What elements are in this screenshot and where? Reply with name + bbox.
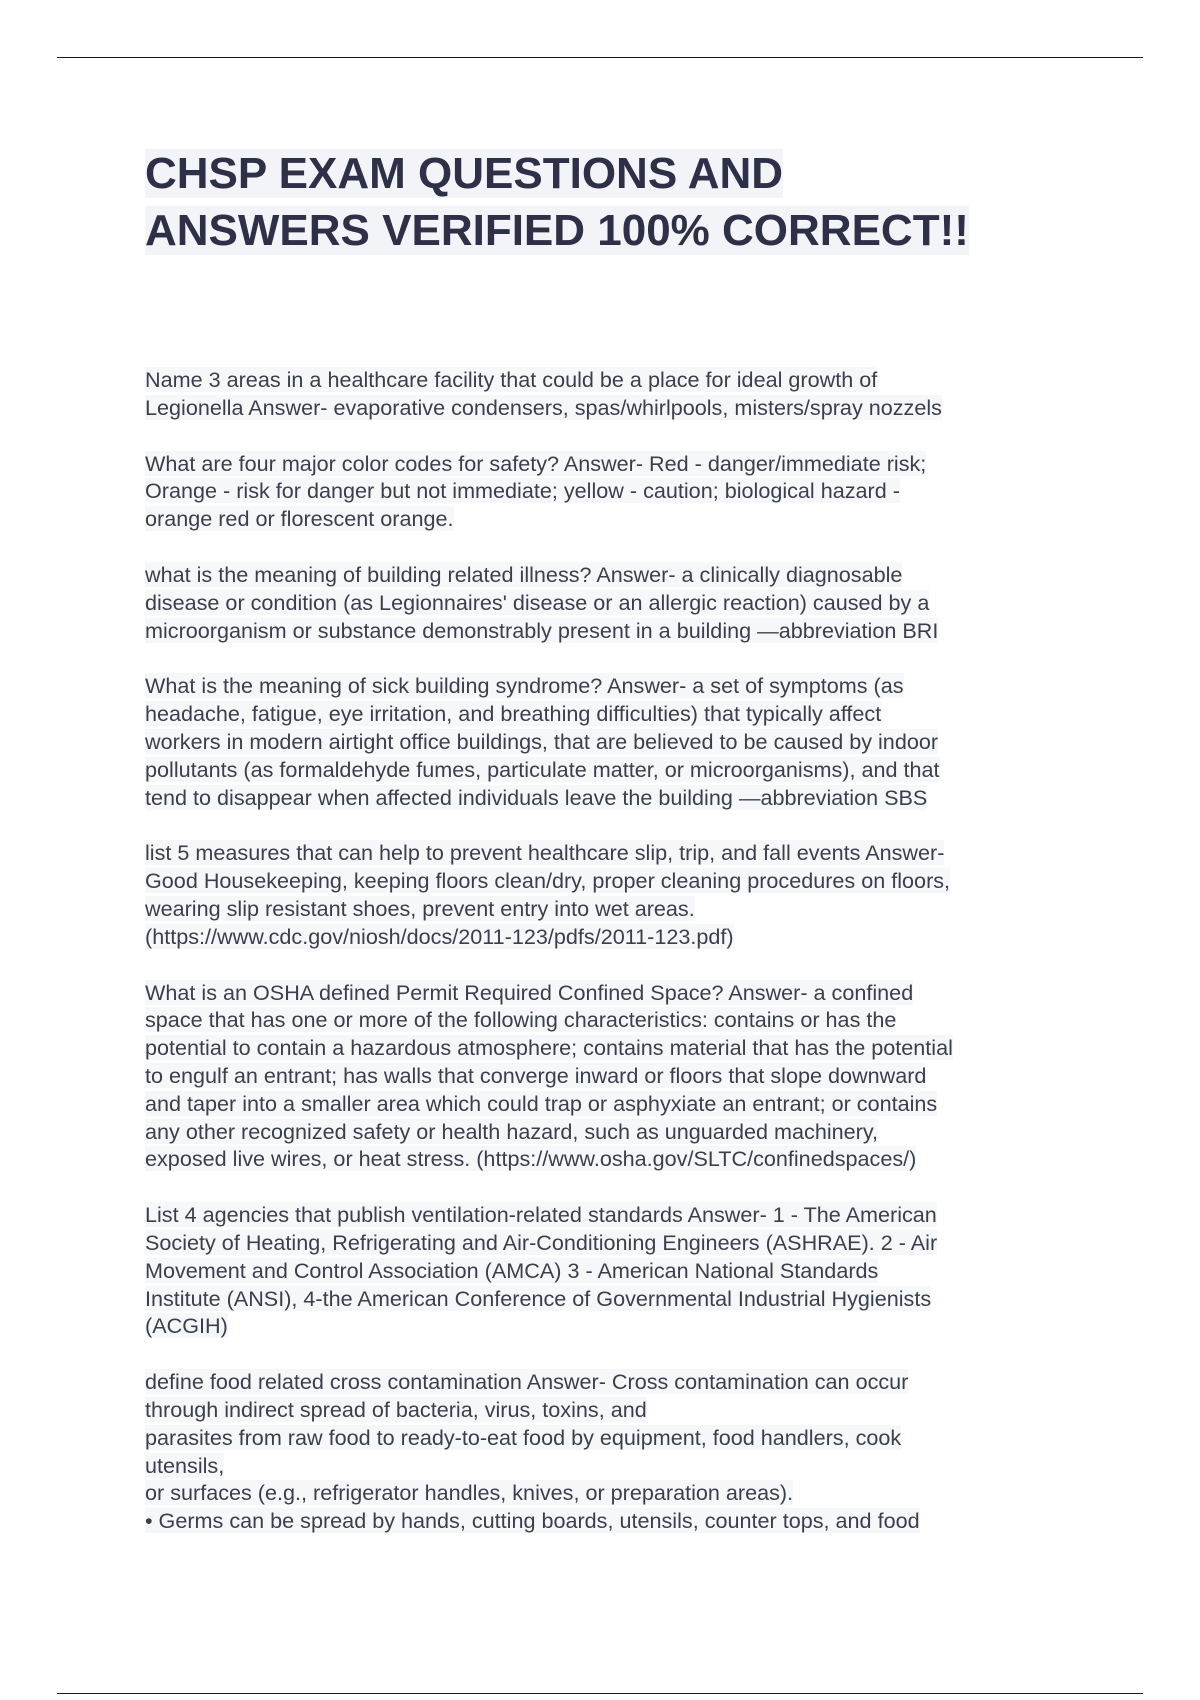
qa-text: what is the meaning of building related illness? Answer- a clinically diagnosable disease or condition (as Legionnaires' disease or an allergic reaction) caused by a microorganism or substance demonstrably present in a building —abbreviation BRI <box>145 561 939 643</box>
line-text: • Germs can be spread by hands, cutting boards, utensils, counter tops, and food <box>145 1508 920 1534</box>
bottom-rule <box>57 1693 1143 1694</box>
qa-item-color-codes <box>145 450 1060 533</box>
text-line <box>145 1452 1060 1480</box>
qa-text: What is an OSHA defined Permit Required Confined Space? Answer- a confined space that has one or more of the following characteristics: contains or has the potential to contain a hazardous atmosphere; contains material that has the potential to engulf an entrant; has walls that converge inward or floors that slope downward and taper into a smaller area which could trap or asphyxiate an entrant; or contains any other recognized safety or health hazard, such as unguarded machinery, exposed live wires, or heat stress. (https://www.osha.gov/SLTC/confinedspaces/) <box>145 979 953 1172</box>
text-line <box>145 1507 1060 1535</box>
qa-item-ventilation-agencies <box>145 1201 1060 1340</box>
text-line <box>145 1368 1060 1396</box>
line-text: parasites from raw food to ready-to-eat food by equipment, food handlers, cook <box>145 1424 902 1450</box>
text-line <box>145 1424 1060 1452</box>
qa-text: Name 3 areas in a healthcare facility that could be a place for ideal growth of Legionella Answer- evaporative condensers, spas/whirlpools, misters/spray nozzels <box>145 367 942 420</box>
qa-item-confined-space <box>145 979 1060 1174</box>
text-line <box>145 1396 1060 1424</box>
line-text: through indirect spread of bacteria, virus, toxins, and <box>145 1396 647 1422</box>
top-rule <box>57 57 1143 58</box>
qa-text: list 5 measures that can help to prevent healthcare slip, trip, and fall events Answer- Good Housekeeping, keeping floors clean/dry, proper cleaning procedures on floors, wearing slip resistant shoes, prevent entry into wet areas. (https://www.cdc.gov/niosh/docs/2011-123/pdfs/2011-123.pdf) <box>145 840 951 949</box>
qa-list <box>145 366 1060 1535</box>
title-line-1: CHSP EXAM QUESTIONS AND <box>145 149 784 198</box>
qa-item-cross-contamination <box>145 1368 1060 1535</box>
qa-text: List 4 agencies that publish ventilation-related standards Answer- 1 - The American Society of Heating, Refrigerating and Air-Conditioning Engineers (ASHRAE). 2 - Air Movement and Control Association (AMCA) 3 - American National Standards Institute (ANSI), 4-the American Conference of Governmental Industrial Hygienists (ACGIH) <box>145 1202 938 1339</box>
qa-item-sick-building-syndrome <box>145 672 1060 811</box>
qa-item-slip-trip-fall <box>145 839 1060 950</box>
title-line-2: ANSWERS VERIFIED 100% CORRECT!! <box>145 206 969 255</box>
qa-text: What are four major color codes for safety? Answer- Red - danger/immediate risk; Orange - risk for danger but not immediate; yellow - caution; biological hazard - orange red or florescent orange. <box>145 450 927 532</box>
text-line <box>145 1479 1060 1507</box>
line-text: define food related cross contamination Answer- Cross contamination can occur <box>145 1369 909 1395</box>
qa-item-building-related-illness <box>145 561 1060 644</box>
document-title <box>145 145 1055 259</box>
title-block <box>145 145 1055 259</box>
qa-text: What is the meaning of sick building syndrome? Answer- a set of symptoms (as headache, fatigue, eye irritation, and breathing difficulties) that typically affect workers in modern airtight office buildings, that are believed to be caused by indoor pollutants (as formaldehyde fumes, particulate matter, or microorganisms), and that tend to disappear when affected individuals leave the building —abbreviation SBS <box>145 673 940 810</box>
qa-item-legionella <box>145 366 1060 422</box>
line-text: or surfaces (e.g., refrigerator handles, knives, or preparation areas). <box>145 1480 794 1506</box>
line-text: utensils, <box>145 1452 225 1478</box>
